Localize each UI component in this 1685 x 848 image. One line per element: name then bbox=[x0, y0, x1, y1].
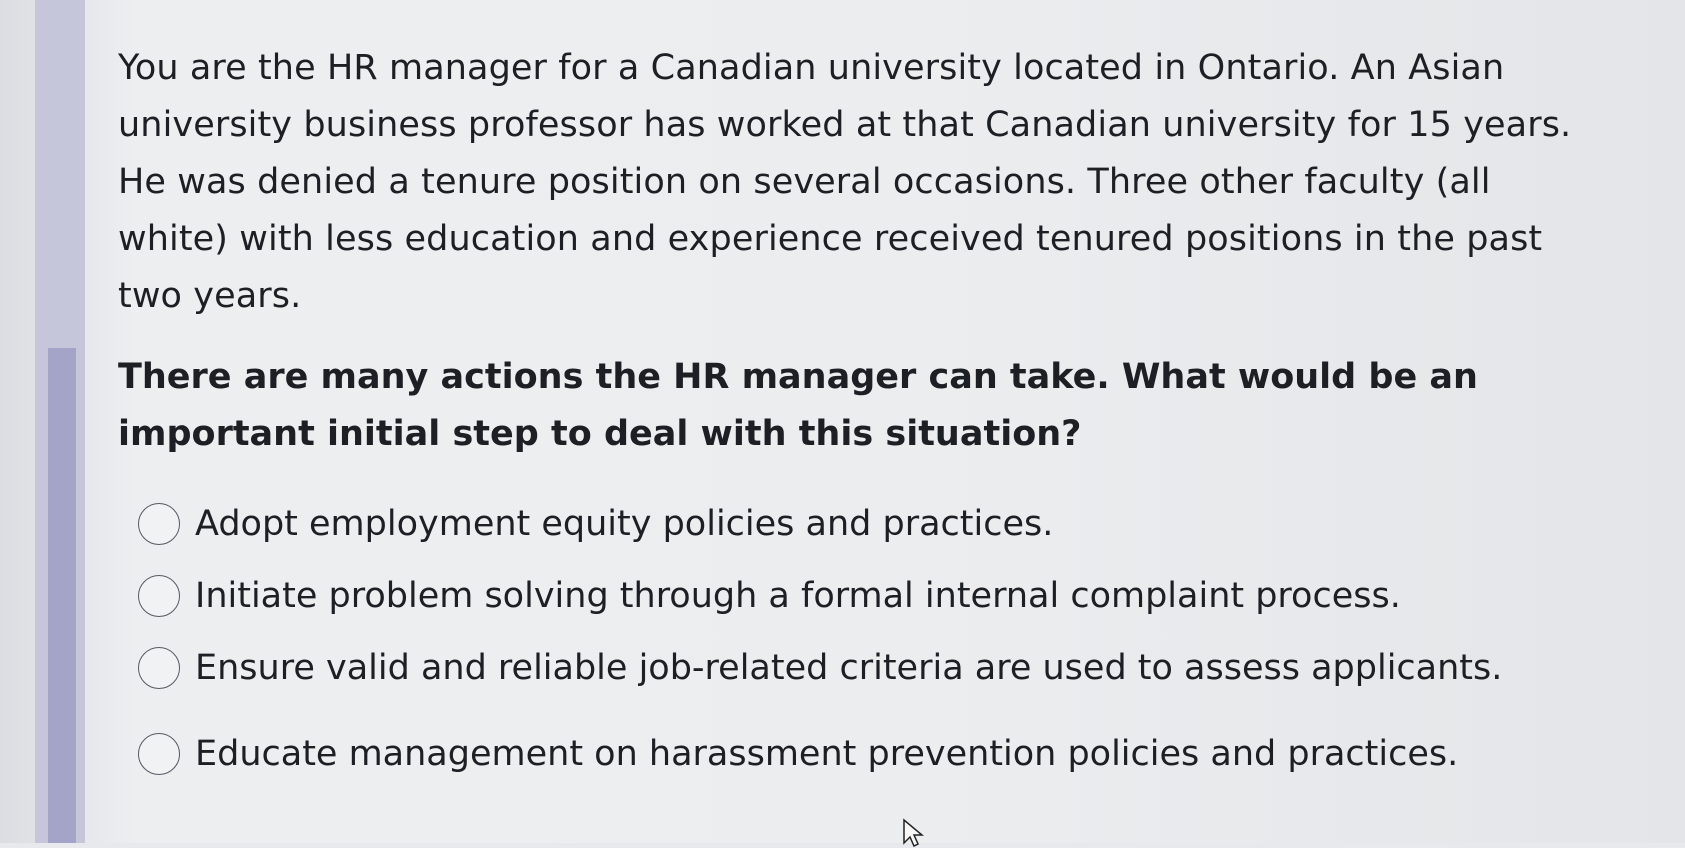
answer-option-4[interactable] bbox=[138, 723, 1598, 785]
mouse-pointer-icon bbox=[902, 818, 924, 848]
radio-button-icon[interactable] bbox=[138, 733, 180, 775]
question-text: You are the HR manager for a Canadian university located in Ontario. An Asian university business professor has worked at that Canadian university for 15 years. He was denied a tenure position on several occasions. Three other faculty (all white) with less education and experience received tenured positions in the past two years. bbox=[118, 48, 1572, 316]
radio-button-icon[interactable] bbox=[138, 575, 180, 617]
answer-option-label[interactable]: Adopt employment equity policies and practices. bbox=[195, 504, 1054, 544]
question-prompt: There are many actions the HR manager can take. What would be an important initial step to deal with this situation? bbox=[118, 357, 1478, 454]
radio-button-icon[interactable] bbox=[138, 503, 180, 545]
left-strip-active-section bbox=[48, 348, 76, 843]
answer-options bbox=[118, 493, 1598, 785]
answer-option-1[interactable] bbox=[138, 493, 1598, 555]
question-content bbox=[118, 40, 1598, 795]
answer-option-2[interactable] bbox=[138, 565, 1598, 627]
answer-option-label[interactable]: Initiate problem solving through a formal internal complaint process. bbox=[195, 576, 1401, 616]
radio-button-icon[interactable] bbox=[138, 647, 180, 689]
answer-option-label[interactable]: Ensure valid and reliable job-related criteria are used to assess applicants. bbox=[195, 648, 1503, 688]
answer-option-label[interactable]: Educate management on harassment prevention policies and practices. bbox=[195, 734, 1459, 774]
answer-option-3[interactable] bbox=[138, 637, 1598, 699]
